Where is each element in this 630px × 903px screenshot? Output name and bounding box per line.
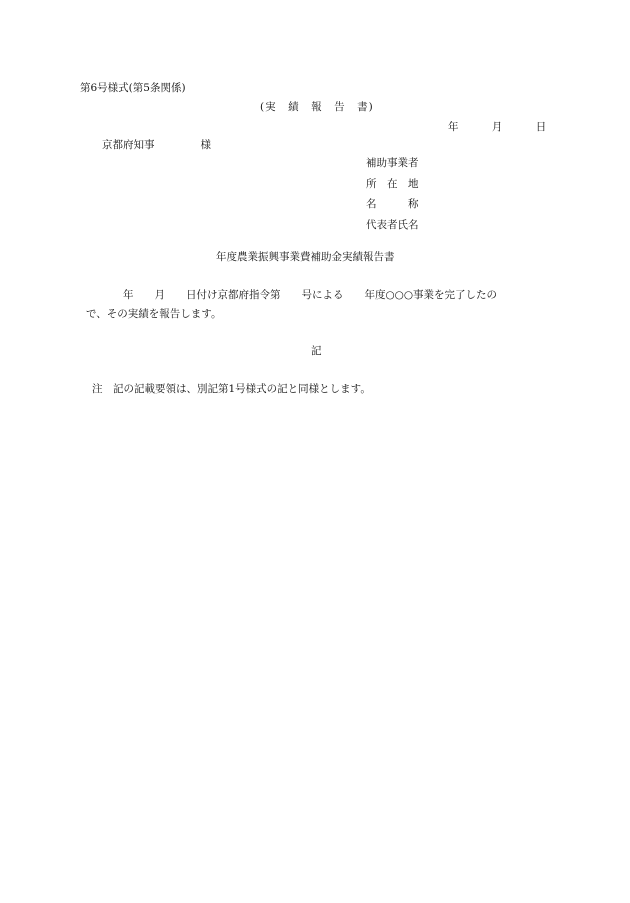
note-text: 注 記の記載要領は、別記第1号様式の記と同様とします。: [92, 383, 371, 395]
date-row: [448, 122, 546, 133]
date-year-label: 年: [448, 121, 459, 133]
date-month-label: 月: [491, 121, 503, 133]
date-day-label: 日: [535, 121, 547, 133]
applicant-block: [366, 158, 419, 240]
body-text-line-1: 年 月 日付け京都府指令第 号による 年度○○○事業を完了したの: [123, 289, 497, 301]
applicant-role-label: 補助事業者: [366, 157, 419, 169]
applicant-representative-label: 代表者氏名: [366, 218, 419, 231]
form-subtitle: (実 績 報 告 書): [260, 101, 374, 113]
document-title: 年度農業振興事業費補助金実績報告書: [216, 251, 395, 263]
applicant-name-label: 名 称: [366, 198, 419, 210]
addressee-name: 京都府知事: [102, 139, 155, 151]
ki-heading: 記: [311, 345, 322, 357]
addressee-honorific: 様: [200, 139, 211, 151]
form-number: 第6号様式(第5条関係): [80, 82, 186, 94]
applicant-address-label: 所 在 地: [366, 177, 419, 190]
body-text-line-2: で、その実績を報告します。: [86, 308, 222, 320]
addressee: [102, 140, 211, 151]
